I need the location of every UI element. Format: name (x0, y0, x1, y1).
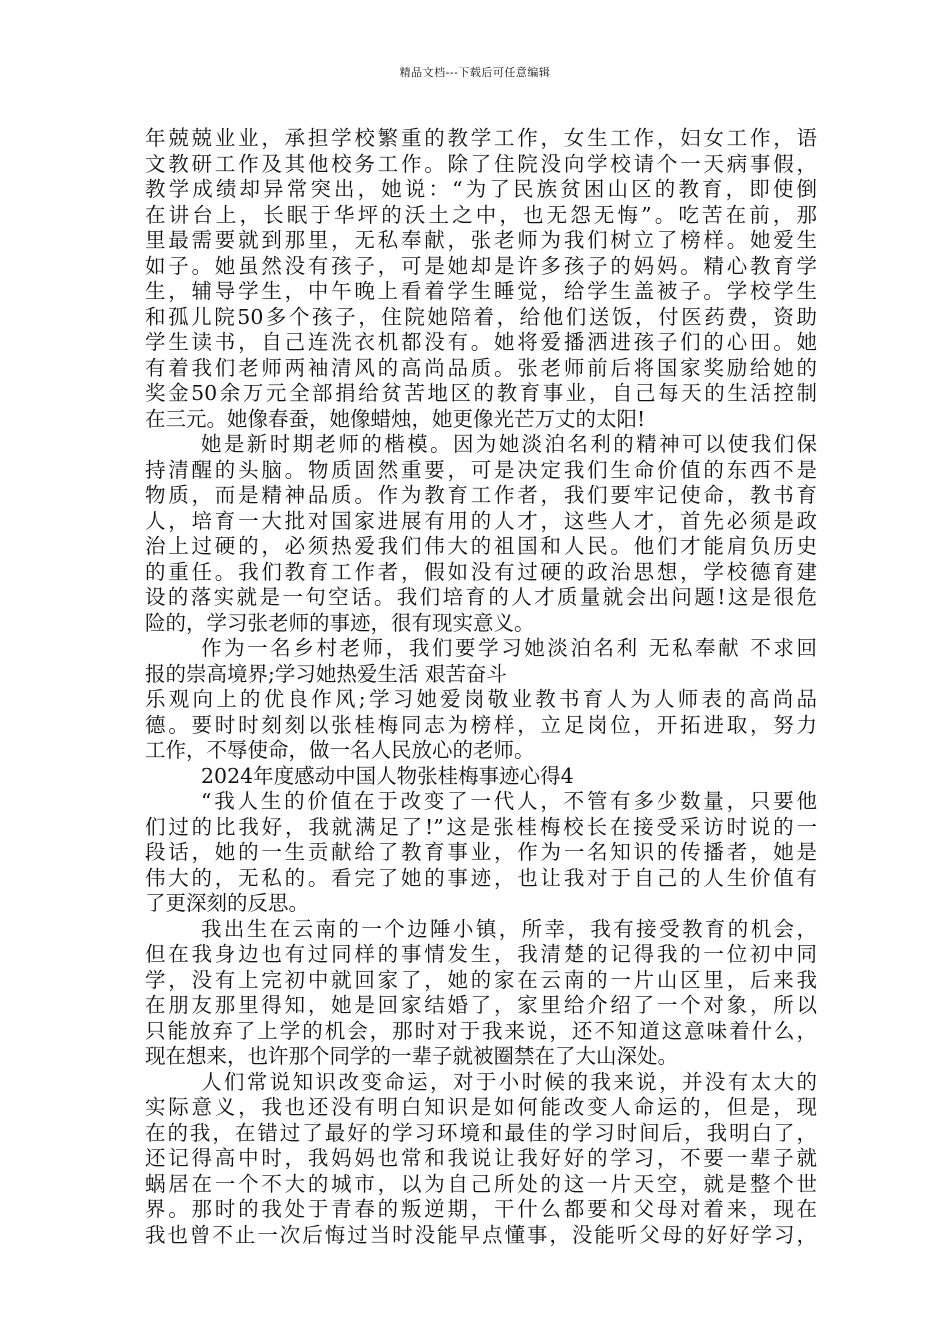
text-line: 我出生在云南的一个边陲小镇，所幸，我有接受教育的机会， (201, 916, 817, 941)
text-line: 蜗居在一个不大的城市，以为自己所处的这一片天空，就是整个世 (145, 1171, 817, 1196)
text-line: 2024年度感动中国人物张桂梅事迹心得4 (201, 763, 574, 788)
text-line: 里最需要就到那里，无私奉献，张老师为我们树立了榜样。她爱生 (145, 228, 817, 252)
text-line: 只能放弃了上学的机会，那时对于我来说，还不知道这意味着什么， (145, 1018, 817, 1043)
text-line: 文教研工作及其他校务工作。除了住院没向学校请个一天病事假， (145, 151, 817, 176)
text-line: 现在想来，也许那个同学的一辈子就被圈禁在了大山深处。 (145, 1044, 678, 1068)
text-line: 在的我，在错过了最好的学习环境和最佳的学习时间后，我明白了， (145, 1120, 817, 1145)
text-line: 险的，学习张老师的事迹，很有现实意义。 (145, 610, 535, 635)
text-line: 教学成绩却异常突出，她说：“为了民族贫困山区的教育，即使倒 (145, 177, 817, 201)
text-line: 在讲台上，长眠于华坪的沃土之中，也无怨无悔”。吃苦在前，那 (145, 202, 817, 227)
text-line: 德。要时时刻刻以张桂梅同志为榜样，立足岗位，开拓进取，努力 (145, 712, 817, 737)
text-line: 生，辅导学生，中午晚上看着学生睡觉，给学生盖被子。学校学生 (145, 279, 817, 303)
text-line: 奖金50余万元全部捐给贫苦地区的教育事业，自己每天的生活控制 (145, 381, 817, 405)
text-line: 人，培育一大批对国家进展有用的人才，这些人才，首先必须是政 (145, 508, 817, 533)
text-line: 界。那时的我处于青春的叛逆期，干什么都要和父母对着来，现在 (145, 1197, 817, 1221)
text-line: 人们常说知识改变命运，对于小时候的我来说，并没有太大的 (201, 1069, 817, 1094)
text-line: 报的崇高境界;学习她热爱生活 艰苦奋斗 (145, 661, 507, 686)
text-line: “我人生的价值在于改变了一代人，不管有多少数量，只要他 (201, 789, 817, 813)
text-line: 实际意义，我也还没有明白知识是如何能改变人命运的，但是，现 (145, 1095, 817, 1119)
page-header: 精品文档---下载后可任意编辑 (399, 66, 551, 79)
text-line: 她是新时期老师的楷模。因为她淡泊名利的精神可以使我们保 (201, 432, 817, 456)
text-line: 有着我们老师两袖清风的高尚品质。张老师前后将国家奖励给她的 (145, 355, 817, 380)
text-line: 还记得高中时，我妈妈也常和我说让我好好的学习，不要一辈子就 (145, 1146, 817, 1170)
text-line: 在朋友那里得知，她是回家结婚了，家里给介绍了一个对象，所以 (145, 993, 817, 1017)
text-line: 学生读书，自己连洗衣机都没有。她将爱播洒进孩子们的心田。她 (145, 330, 817, 354)
text-line: 如子。她虽然没有孩子，可是她却是许多孩子的妈妈。精心教育学 (145, 253, 817, 278)
text-line: 了更深刻的反思。 (145, 891, 309, 915)
text-line: 学，没有上完初中就回家了，她的家在云南的一片山区里，后来我 (145, 967, 817, 992)
text-line: 乐观向上的优良作风;学习她爱岗敬业教书育人为人师表的高尚品 (145, 687, 817, 711)
text-line: 持清醒的头脑。物质固然重要，可是决定我们生命价值的东西不是 (145, 457, 817, 482)
text-line: 工作，不辱使命，做一名人民放心的老师。 (145, 738, 535, 762)
text-line: 们过的比我好，我就满足了!”这是张桂梅校长在接受采访时说的一 (145, 814, 817, 839)
body-text (145, 126, 817, 1248)
text-line: 物质，而是精神品质。作为教育工作者，我们要牢记使命，教书育 (145, 483, 817, 507)
text-line: 的重任。我们教育工作者，假如没有过硬的政治思想，学校德育建 (145, 559, 817, 584)
text-line: 但在我身边也有过同样的事情发生，我清楚的记得我的一位初中同 (145, 942, 817, 966)
text-line: 在三元。她像春蚕，她像蜡烛，她更像光芒万丈的太阳! (145, 406, 646, 431)
text-line: 设的落实就是一句空话。我们培育的人才质量就会出问题!这是很危 (145, 585, 817, 609)
text-line: 伟大的，无私的。看完了她的事迹，也让我对于自己的人生价值有 (145, 865, 817, 890)
text-line: 我也曾不止一次后悔过当时没能早点懂事，没能听父母的好好学习， (145, 1222, 817, 1247)
text-line: 治上过硬的，必须热爱我们伟大的祖国和人民。他们才能肩负历史 (145, 534, 817, 558)
text-line: 年兢兢业业，承担学校繁重的教学工作，女生工作，妇女工作，语 (145, 126, 817, 150)
text-line: 作为一名乡村老师，我们要学习她淡泊名利 无私奉献 不求回 (201, 636, 817, 660)
text-line: 和孤儿院50多个孩子，住院她陪着，给他们送饭，付医药费，资助 (145, 304, 817, 329)
text-line: 段话，她的一生贡献给了教育事业，作为一名知识的传播者，她是 (145, 840, 817, 864)
